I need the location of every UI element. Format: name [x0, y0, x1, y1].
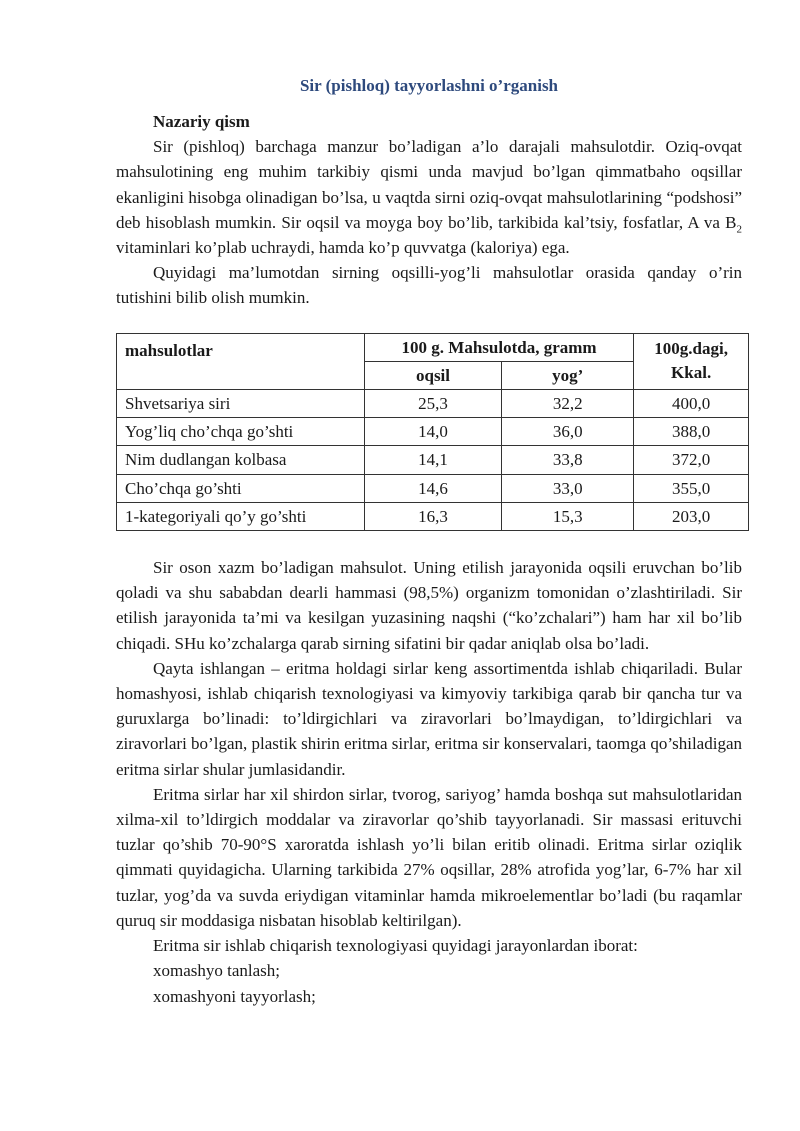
subscript-2: 2	[736, 223, 742, 236]
cell-product: Nim dudlangan kolbasa	[117, 446, 365, 474]
cell-kcal: 372,0	[634, 446, 749, 474]
table-row	[117, 418, 749, 446]
cell-product: Shvetsariya siri	[117, 390, 365, 418]
paragraph-processed-cheese: Qayta ishlangan – eritma holdagi sirlar keng assortimentda ishlab chiqariladi. Bular homashyosi, ishlab chiqarish texnologiyasi va kimyoviy tarkibiga qarab bir qancha tur va guruxlarga bo’linadi: to’ldirgichlari va ziravorlari bo’lmaydigan, to’ldirgichlari va ziravorlari bo’lgan, plastik shirin eritma sirlar, eritma sir konservalari, taomga qo’shiladigan eritma sirlar shular jumlasidandir.	[116, 658, 742, 779]
cell-fat: 32,2	[502, 390, 634, 418]
cell-kcal: 203,0	[634, 502, 749, 530]
header-protein: oqsil	[364, 361, 501, 389]
table-row	[117, 474, 749, 502]
document-body	[116, 109, 742, 1009]
header-per-100g: 100 g. Mahsulotda, gramm	[364, 333, 633, 361]
paragraph-table-lead: Quyidagi ma’lumotdan sirning oqsilli-yog’li mahsulotlar orasida qanday o’rin tutishini bilib olish mumkin.	[116, 263, 742, 308]
cell-kcal: 400,0	[634, 390, 749, 418]
cell-product: Yog’liq cho’chqa go’shti	[117, 418, 365, 446]
header-kcal: 100g.dagi, Kkal.	[634, 333, 749, 389]
cell-protein: 14,0	[364, 418, 501, 446]
cell-protein: 14,6	[364, 474, 501, 502]
cell-product: 1-kategoriyali qo’y go’shti	[117, 502, 365, 530]
cell-kcal: 388,0	[634, 418, 749, 446]
paragraph-intro-text-end: vitaminlari ko’plab uchraydi, hamda ko’p quvvatga (kaloriya) ega.	[116, 238, 570, 258]
cell-protein: 14,1	[364, 446, 501, 474]
cell-fat: 33,0	[502, 474, 634, 502]
paragraph-intro-text: Sir (pishloq) barchaga manzur bo’ladigan a’lo darajali mahsulotdir. Oziq-ovqat mahsulotining eng muhim tarkibiy qismi unda mavjud bo’lgan qimmatbaho oqsillar ekanligini hisobga olinadigan bo’lsa, u vaqtda sirni oziq-ovqat mahsulotlarining “podshosi” deb hisoblash mumkin. Sir oqsil va moyga boy bo’lib, tarkibida kal’tsiy, fosfatlar, A va B	[116, 137, 742, 232]
section-heading: Nazariy qism	[153, 112, 250, 131]
cell-product: Cho’chqa go’shti	[117, 474, 365, 502]
paragraph-process-lead: Eritma sir ishlab chiqarish texnologiyasi quyidagi jarayonlardan iborat:	[153, 936, 638, 956]
paragraph-intro	[116, 134, 742, 260]
document-title: Sir (pishloq) tayyorlashni o’rganish	[299, 76, 559, 95]
paragraph-digestion: Sir oson xazm bo’ladigan mahsulot. Uning etilish jarayonida oqsili eruvchan bo’lib qoladi va shu sababdan dearli hammasi (98,5%) organizm tomonidan o’zlashtiriladi. Sir etilish jarayonida ta’mi va kesilgan yuzasining naqshi (“ko’zchalari”) ham har xil bo’lib chiqadi. SHu ko’zchalarga qarab sirning sifatini bir qadar aniqlab olsa bo’ladi.	[116, 558, 742, 653]
header-product: mahsulotlar	[117, 333, 365, 389]
paragraph-composition: Eritma sirlar har xil shirdon sirlar, tvorog, sariyog’ hamda boshqa sut mahsulotlaridan xilma-xil to’ldirgich moddalar va ziravorlar qo’shib tayyorlanadi. Sir massasi erituvchi tuzlar qo’shib 70-90°S xaroratda ishlash yo’li bilan eritib olinadi. Eritma sirlar oziqlik qimmati quyidagicha. Ularning tarkibida 27% oqsillar, 28% atrofida yog’lar, 6-7% har xil tuzlar, yog’da va suvda eriydigan vitaminlar hamda mikroelementlar bo’ladi (bu raqamlar quruq sir moddasiga nisbatan hisoblab keltirilgan).	[116, 784, 742, 930]
header-fat: yog’	[502, 361, 634, 389]
table-row	[117, 390, 749, 418]
nutrition-table	[116, 333, 749, 531]
list-item: xomashyo tanlash;	[153, 961, 281, 981]
table-header-row	[117, 333, 749, 361]
cell-fat: 33,8	[502, 446, 634, 474]
cell-fat: 15,3	[502, 502, 634, 530]
table-row	[117, 502, 749, 530]
cell-fat: 36,0	[502, 418, 634, 446]
cell-protein: 25,3	[364, 390, 501, 418]
table-row	[117, 446, 749, 474]
cell-kcal: 355,0	[634, 474, 749, 502]
cell-protein: 16,3	[364, 502, 501, 530]
list-item: xomashyoni tayyorlash;	[153, 986, 316, 1006]
